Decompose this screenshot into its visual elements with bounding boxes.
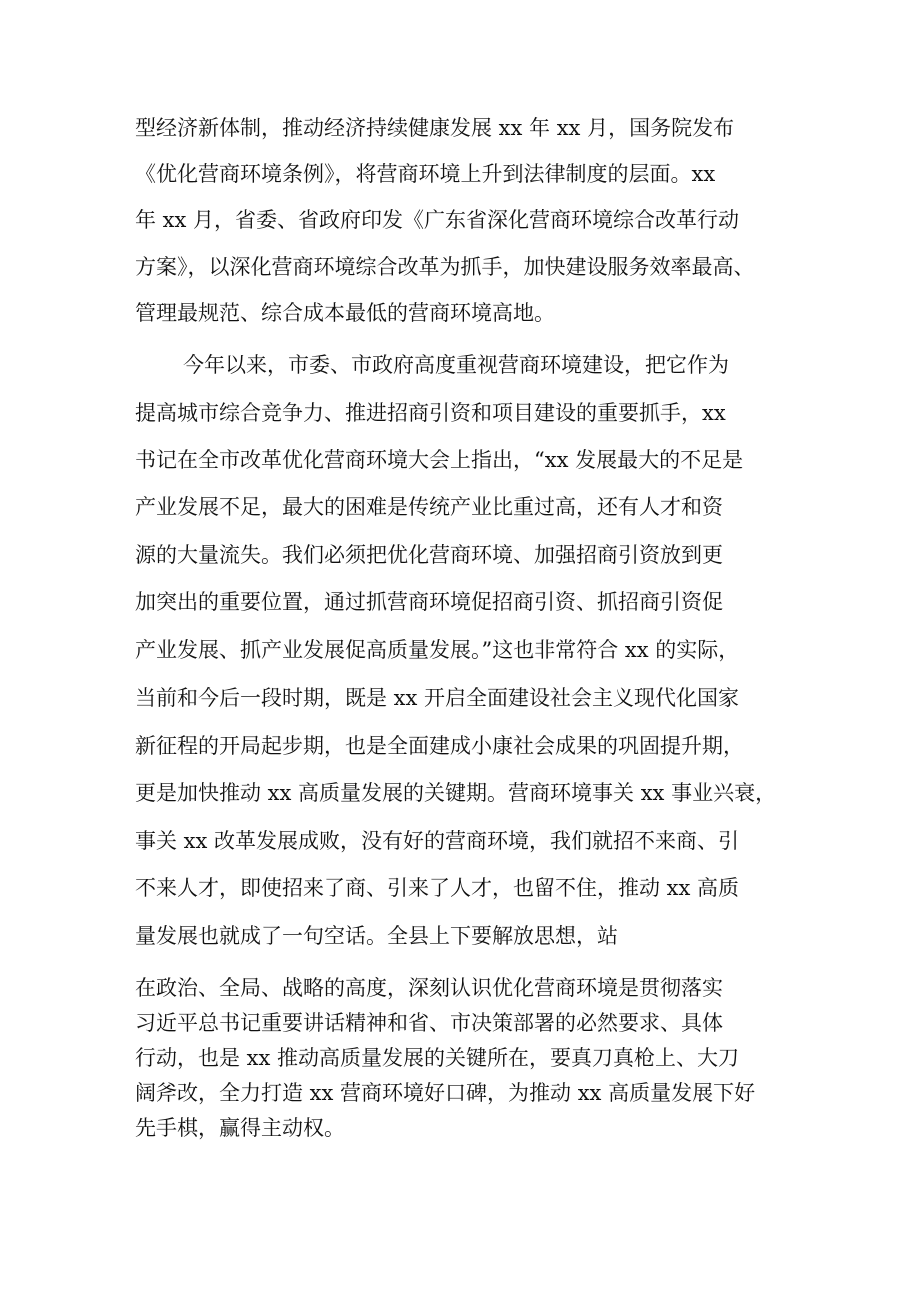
paragraph-line: 阔斧改，全力打造 xx 营商环境好口碑，为推动 xx 高质量发展下好 [135, 1081, 756, 1105]
paragraph-line: 产业发展不足，最大的困难是传统产业比重过高，还有人才和资 [135, 495, 723, 519]
paragraph-line: 型经济新体制，推动经济持续健康发展 xx 年 xx 月，国务院发布 [135, 116, 735, 140]
paragraph-line: 习近平总书记重要讲话精神和省、市决策部署的必然要求、具体 [135, 1011, 723, 1035]
paragraph-line: 行动，也是 xx 推动高质量发展的关键所在，要真刀真枪上、大刀 [135, 1046, 740, 1070]
paragraph-line: 新征程的开局起步期，也是全面建成小康社会成果的巩固提升期， [135, 734, 744, 758]
paragraph-line: 先手棋，赢得主动权。 [135, 1116, 345, 1140]
paragraph-line: 在政治、全局、战略的高度，深刻认识优化营商环境是贯彻落实 [135, 976, 723, 1000]
paragraph-line: 当前和今后一段时期，既是 xx 开启全面建设社会主义现代化国家 [135, 686, 740, 710]
paragraph-line: 今年以来，市委、市政府高度重视营商环境建设，把它作为 [183, 353, 729, 377]
paragraph-line: 源的大量流失。我们必须把优化营商环境、加强招商引资放到更 [135, 543, 723, 567]
paragraph-line: 事关 xx 改革发展成败，没有好的营商环境，我们就招不来商、引 [135, 829, 740, 853]
paragraph-line: 加突出的重要位置，通过抓营商环境促招商引资、抓招商引资促 [135, 590, 723, 614]
paragraph-line: 量发展也就成了一句空话。全县上下要解放思想，站 [135, 924, 618, 948]
paragraph-line: 方案》，以深化营商环境综合改革为抓手，加快建设服务效率最高、 [135, 255, 755, 279]
paragraph-line: 提高城市综合竞争力、推进招商引资和项目建设的重要抓手，xx [135, 401, 726, 425]
paragraph-line: 不来人才，即使招来了商、引来了人才，也留不住，推动 xx 高质 [135, 876, 740, 900]
paragraph-line: 管理最规范、综合成本最低的营商环境高地。 [135, 301, 555, 325]
paragraph-line: 书记在全市改革优化营商环境大会上指出，“xx 发展最大的不足是 [135, 448, 744, 472]
paragraph-line: 《优化营商环境条例》，将营商环境上升到法律制度的层面。xx [135, 162, 716, 186]
paragraph-line: 产业发展、抓产业发展促高质量发展。”这也非常符合 xx 的实际， [135, 638, 740, 662]
paragraph-line: 年 xx 月，省委、省政府印发《广东省深化营商环境综合改革行动 [135, 208, 740, 232]
paragraph-line: 更是加快推动 xx 高质量发展的关键期。营商环境事关 xx 事业兴衰， [135, 781, 777, 805]
